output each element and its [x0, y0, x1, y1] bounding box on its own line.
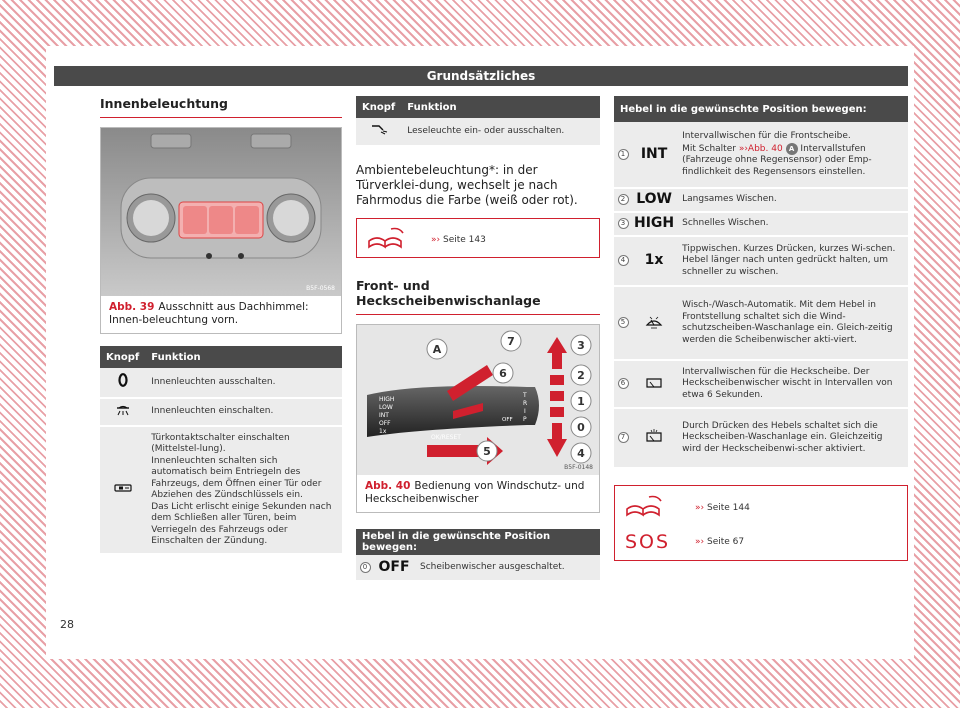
position-symbol: INT: [632, 122, 676, 188]
figure-code: B5F-0148: [564, 464, 593, 471]
reference-row: [625, 494, 897, 522]
ref-arrows: »›: [695, 503, 705, 513]
lever-mode-off: OFF: [379, 420, 391, 427]
ref-arrows: »›: [695, 537, 705, 547]
position-symbol: HIGH: [632, 212, 676, 236]
lever-trip-i: I: [524, 408, 526, 415]
lever-off-label: OFF: [502, 417, 513, 423]
ref-link[interactable]: Seite 144: [706, 503, 750, 513]
middle-column: [356, 96, 600, 582]
marker-A: A: [432, 343, 442, 356]
table-row: [614, 408, 908, 468]
row-text: Intervallwischen für die Heckscheibe. Der Heckscheibenwischer wischt in Intervallen von etwa 6 Sekunden.: [676, 360, 908, 408]
roof-console-illustration: [101, 128, 341, 296]
col-header-button: Knopf: [100, 346, 145, 368]
lever-position-table-middle: [356, 529, 600, 582]
wiper-lever-image: [357, 325, 599, 475]
lever-reset-label: OK/RESET: [431, 434, 461, 441]
table-header: Hebel in die gewünschte Position bewegen:: [356, 529, 600, 555]
table-row: [614, 236, 908, 286]
table-header-row: [614, 96, 908, 122]
table-row: [614, 122, 908, 188]
figure-link[interactable]: Abb. 40: [747, 143, 783, 154]
table-row: [614, 212, 908, 236]
position-number: 2: [614, 188, 632, 212]
table-row: [614, 286, 908, 360]
wash-wipe-front-icon: [632, 286, 676, 360]
position-number: 5: [614, 286, 632, 360]
table-row: [356, 555, 600, 581]
marker-4: 4: [577, 447, 585, 460]
roof-console-image: [101, 128, 341, 296]
figure-label: Abb. 39: [109, 301, 155, 313]
book-icon: [625, 495, 695, 521]
position-number: 3: [614, 212, 632, 236]
row-text: Innenleuchten ausschalten.: [145, 368, 342, 398]
ambient-light-text: Ambientebeleuchtung*: in der Türverklei-dung, wechselt je nach Fahrmodus die Farbe (weiß oder rot).: [356, 163, 578, 207]
sos-label: SOS: [625, 531, 671, 553]
table-header-row: [100, 346, 342, 368]
marker-6: 6: [499, 367, 507, 380]
ref-link[interactable]: Seite 67: [706, 537, 745, 547]
book-icon: [367, 227, 431, 253]
position-symbol: OFF: [374, 555, 414, 581]
row-text: Tippwischen. Kurzes Drücken, kurzes Wi-schen. Hebel länger nach unten gedrückt halten, um schneller zu wischen.: [676, 236, 908, 286]
reference-row: [367, 227, 589, 253]
table-row: [100, 426, 342, 554]
page-number: 28: [60, 618, 74, 631]
figure-40: [356, 324, 600, 513]
figure-code: B5F-0568: [306, 285, 335, 292]
door-contact-icon: [100, 426, 145, 554]
row-text: Leseleuchte ein- oder ausschalten.: [401, 118, 600, 146]
position-number: 7: [614, 408, 632, 468]
lever-mode-high: HIGH: [379, 396, 395, 403]
marker-7: 7: [507, 335, 515, 348]
lever-mode-int: INT: [379, 412, 389, 419]
table-row: [356, 118, 600, 146]
right-column: [614, 96, 908, 561]
row-text: Durch Drücken des Hebels schaltet sich die Heckscheiben-Waschanlage ein. Gleichzeitig wird der Heckscheibenwi-scher aktiviert.: [676, 408, 908, 468]
lever-mode-1x: 1x: [379, 428, 387, 435]
col-header-function: Funktion: [401, 96, 600, 118]
col-header-button: Knopf: [356, 96, 401, 118]
row-text: Intervallwischen für die Frontscheibe. Mit Schalter »›Abb. 40 A Intervallstufen (Fahrzeuge ohne Regensensor) oder Emp-findlichkeit des Regensensors einstellen.: [676, 122, 908, 188]
position-number: 0: [356, 555, 374, 581]
interior-light-icon: [100, 398, 145, 426]
table-header: Hebel in die gewünschte Position bewegen:: [614, 96, 908, 122]
zero-icon: [100, 368, 145, 398]
figure-caption-text: Ausschnitt aus Dachhimmel: Innen-beleuchtung vorn.: [109, 301, 309, 326]
table-row: [614, 188, 908, 212]
row-text: Scheibenwischer ausgeschaltet.: [414, 555, 600, 581]
table-header-row: [356, 529, 600, 555]
reference-box: [356, 218, 600, 258]
marker-2: 2: [577, 369, 585, 382]
row-text: Langsames Wischen.: [676, 188, 908, 212]
marker-5: 5: [483, 445, 491, 458]
reference-row: [625, 526, 897, 558]
position-symbol: LOW: [632, 188, 676, 212]
marker-0: 0: [577, 421, 585, 434]
button-function-table-middle: [356, 96, 600, 147]
position-number: 1: [614, 122, 632, 188]
left-column: [100, 96, 342, 555]
marker-3: 3: [577, 339, 585, 352]
position-number: 4: [614, 236, 632, 286]
marker-a: A: [786, 143, 798, 155]
row-text: Türkontaktschalter einschalten (Mittelstel-lung). Innenleuchten schalten sich automatisch beim Entriegeln des Fahrzeugs, dem Öffnen einer Tür oder Abziehen des Zündschlüssels ein. Das Licht erlischt einige Sekunden nach dem Schließen aller Türen, beim Verriegeln des Fahrzeugs oder Einschalten der Zündung.: [145, 426, 342, 554]
rear-wiper-icon: [632, 360, 676, 408]
wiper-lever-illustration: [357, 325, 599, 475]
lever-trip-t: T: [523, 392, 527, 399]
reference-box: [614, 485, 908, 561]
figure-caption-text: Bedienung von Windschutz- und Heckscheibenwischer: [365, 480, 585, 505]
row-text: Innenleuchten einschalten.: [145, 398, 342, 426]
figure-label: Abb. 40: [365, 480, 411, 492]
lever-trip-p: P: [523, 416, 527, 423]
lever-mode-low: LOW: [379, 404, 393, 411]
lever-position-table-right: [614, 96, 908, 469]
figure-caption: [357, 475, 599, 512]
table-row: [614, 360, 908, 408]
page-header: Grundsätzliches: [54, 66, 908, 86]
rear-wash-icon: [632, 408, 676, 468]
col-header-function: Funktion: [145, 346, 342, 368]
figure-caption: [101, 296, 341, 333]
table-row: [100, 398, 342, 426]
section-title-interior-lighting: Innenbeleuchtung: [100, 96, 342, 118]
row-text: Wisch-/Wasch-Automatik. Mit dem Hebel in Frontstellung schaltet sich die Wind-schutzscheiben-Waschanlage ein. Gleich-zeitig werden die Scheibenwischer akti-viert.: [676, 286, 908, 360]
button-function-table-left: [100, 346, 342, 555]
ref-link[interactable]: Seite 143: [442, 235, 486, 245]
ref-arrows: »›: [431, 235, 441, 245]
table-header-row: [356, 96, 600, 118]
position-number: 6: [614, 360, 632, 408]
section-title-wiper: Front- und Heckscheibenwischanlage: [356, 278, 600, 315]
position-symbol: 1x: [632, 236, 676, 286]
table-row: [100, 368, 342, 398]
figure-39: [100, 127, 342, 334]
reading-light-icon: [356, 118, 401, 146]
row-text: Schnelles Wischen.: [676, 212, 908, 236]
lever-trip-r: R: [523, 400, 528, 407]
marker-1: 1: [577, 395, 585, 408]
